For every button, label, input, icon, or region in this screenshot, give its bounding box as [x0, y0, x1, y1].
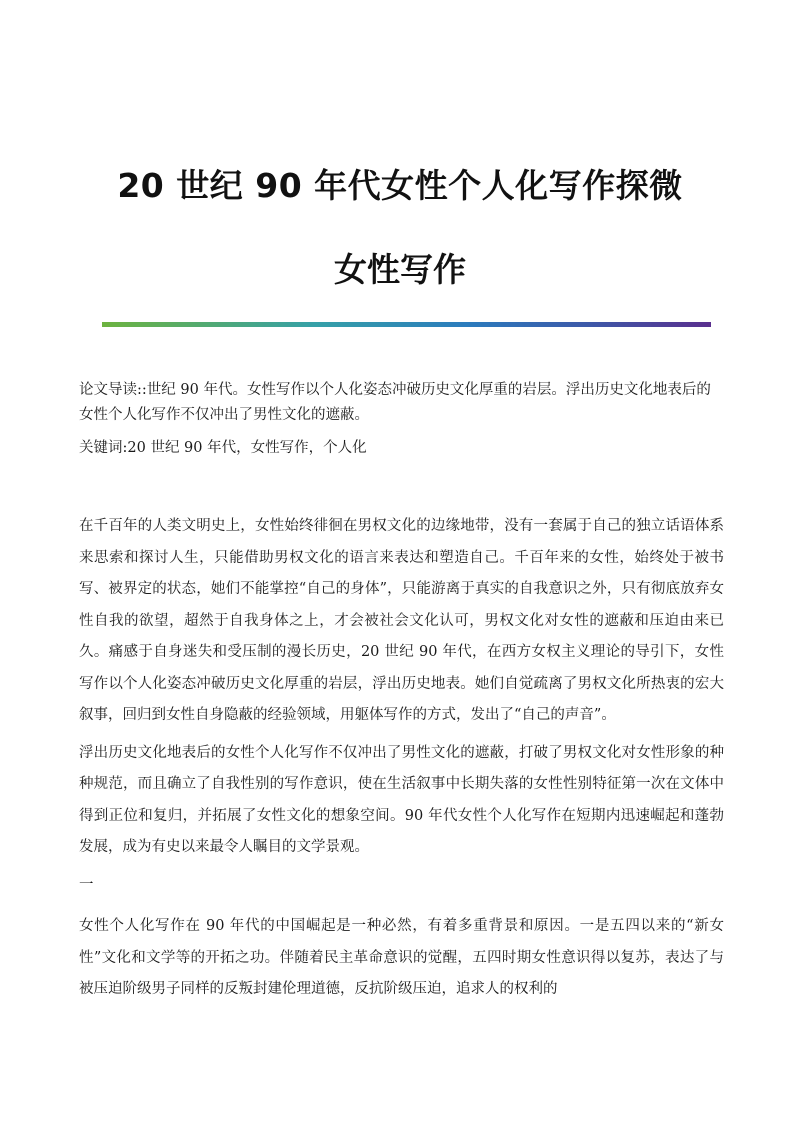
document-title-line1: 20 世纪 90 年代女性个人化写作探微 [117, 166, 683, 205]
body-text [79, 511, 724, 1012]
paragraph-3: 女性个人化写作在 90 年代的中国崛起是一种必然，有着多重背景和原因。一是五四以来的“新女性”文化和文学等的开拓之功。伴随着民主革命意识的觉醒，五四时期女性意识得以复苏，表达了与被压迫阶级男子同样的反叛封建伦理道德，反抗阶级压迫，追求人的权利的 [79, 918, 724, 997]
abstract-block [79, 378, 724, 461]
document-title-line2: 女性写作 [334, 250, 466, 289]
abstract-text: 论文导读::世纪 90 年代。女性写作以个人化姿态冲破历史文化厚重的岩层。浮出历史文化地表后的女性个人化写作不仅冲出了男性文化的遮蔽。 [79, 382, 711, 423]
keywords-line: 关键词:20 世纪 90 年代，女性写作，个人化 [79, 440, 367, 456]
section-mark: 一 [79, 876, 94, 893]
title-divider [102, 322, 711, 327]
paragraph-1: 在千百年的人类文明史上，女性始终徘徊在男权文化的边缘地带，没有一套属于自己的独立话语体系来思索和探讨人生，只能借助男权文化的语言来表达和塑造自己。千百年来的女性，始终处于被书写、被界定的状态，她们不能掌控“自己的身体”，只能游离于真实的自我意识之外，只有彻底放弃女性自我的欲望，超然于自我身体之上，才会被社会文化认可，男权文化对女性的遮蔽和压迫由来已久。痛感于自身迷失和受压制的漫长历史，20 世纪 90 年代，在西方女权主义理论的导引下，女性写作以个人化姿态冲破历史文化厚重的岩层，浮出历史地表。她们自觉疏离了男权文化所热衷的宏大叙事，回归到女性自身隐蔽的经验领域，用躯体写作的方式，发出了“自己的声音”。 [79, 518, 724, 723]
paragraph-2: 浮出历史文化地表后的女性个人化写作不仅冲出了男性文化的遮蔽，打破了男权文化对女性形象的种种规范，而且确立了自我性别的写作意识，使在生活叙事中长期失落的女性性别特征第一次在文体中得到正位和复归，并拓展了女性文化的想象空间。90 年代女性个人化写作在短期内迅速崛起和蓬勃发展，成为有史以来最令人瞩目的文学景观。 [79, 744, 724, 855]
